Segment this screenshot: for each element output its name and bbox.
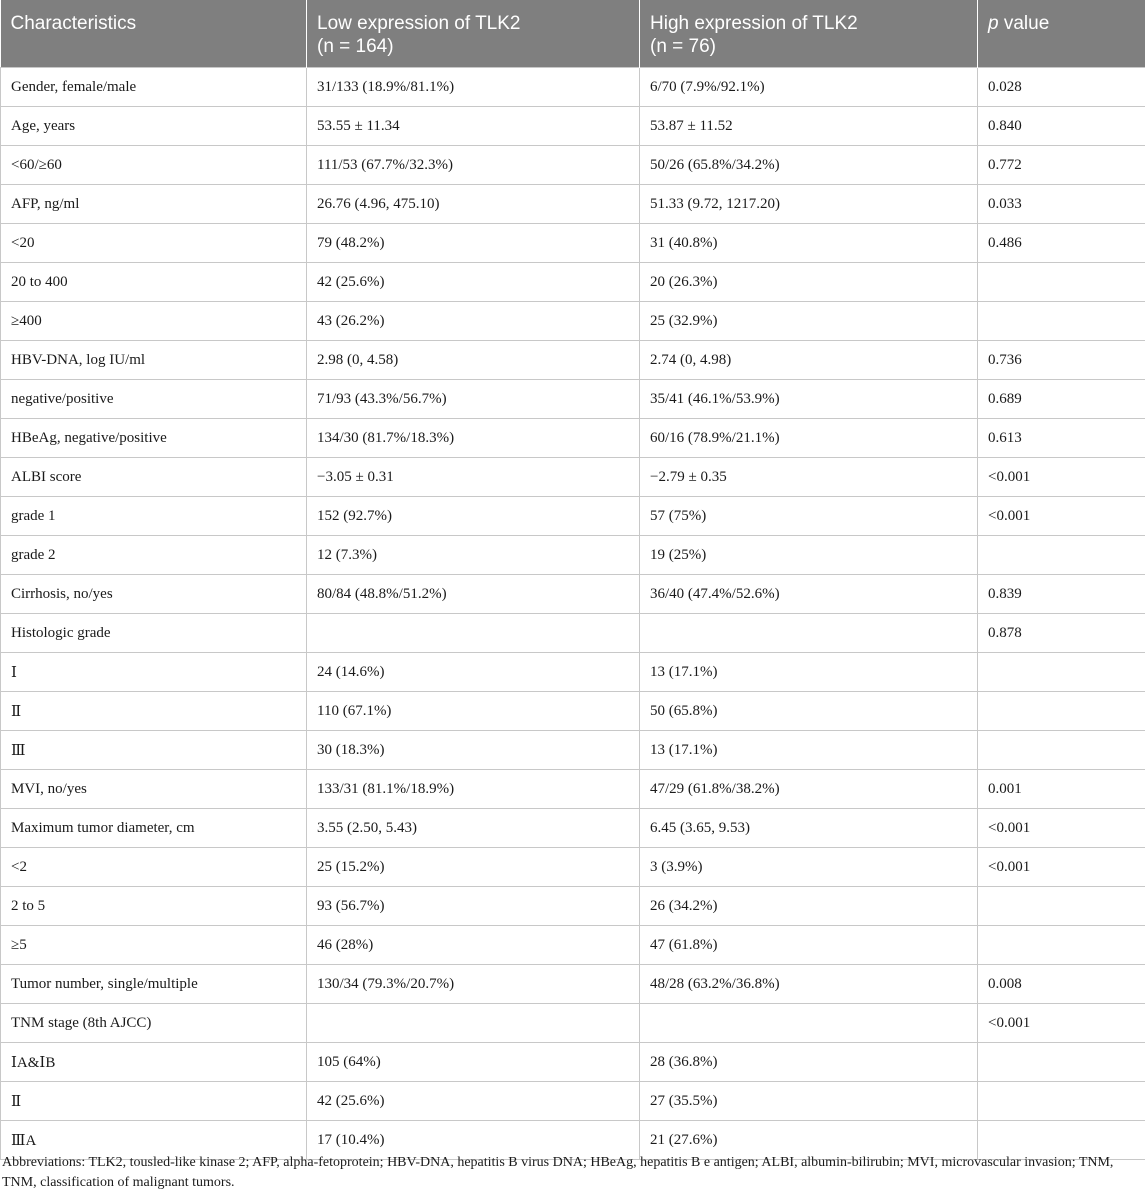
- characteristic-cell: TNM stage (8th AJCC): [1, 1004, 307, 1043]
- low-expression-cell: 25 (15.2%): [307, 848, 640, 887]
- low-expression-cell: 30 (18.3%): [307, 731, 640, 770]
- high-expression-cell: 31 (40.8%): [640, 224, 978, 263]
- table-row: [1, 458, 1145, 497]
- p-value-cell: 0.001: [978, 770, 1145, 809]
- characteristic-cell: <2: [1, 848, 307, 887]
- table-row: [1, 770, 1145, 809]
- characteristic-cell: grade 1: [1, 497, 307, 536]
- low-expression-cell: [307, 614, 640, 653]
- characteristic-cell: ALBI score: [1, 458, 307, 497]
- high-expression-cell: 21 (27.6%): [640, 1121, 978, 1160]
- characteristic-cell: 20 to 400: [1, 263, 307, 302]
- high-expression-cell: −2.79 ± 0.35: [640, 458, 978, 497]
- characteristic-cell: ≥400: [1, 302, 307, 341]
- low-expression-cell: 3.55 (2.50, 5.43): [307, 809, 640, 848]
- characteristic-cell: AFP, ng/ml: [1, 185, 307, 224]
- high-expression-cell: 60/16 (78.9%/21.1%): [640, 419, 978, 458]
- p-value-cell: 0.736: [978, 341, 1145, 380]
- low-expression-cell: 111/53 (67.7%/32.3%): [307, 146, 640, 185]
- p-value-cell: <0.001: [978, 497, 1145, 536]
- p-value-cell: 0.839: [978, 575, 1145, 614]
- high-expression-cell: 53.87 ± 11.52: [640, 107, 978, 146]
- low-expression-cell: 43 (26.2%): [307, 302, 640, 341]
- high-expression-cell: 6.45 (3.65, 9.53): [640, 809, 978, 848]
- characteristic-cell: Histologic grade: [1, 614, 307, 653]
- header-characteristics: [1, 0, 307, 68]
- characteristic-cell: Maximum tumor diameter, cm: [1, 809, 307, 848]
- low-expression-cell: 133/31 (81.1%/18.9%): [307, 770, 640, 809]
- table-footnote: Abbreviations: TLK2, tousled-like kinase 2; AFP, alpha-fetoprotein; HBV-DNA, hepatitis B virus DNA; HBeAg, hepatitis B e antigen; ALBI, albumin-bilirubin; MVI, microvascular invasion; TNM, TNM, classification of malignant tumors.: [2, 1155, 1114, 1190]
- p-value-cell: 0.689: [978, 380, 1145, 419]
- p-value-cell: <0.001: [978, 1004, 1145, 1043]
- header-p-value: [978, 0, 1145, 68]
- characteristic-cell: negative/positive: [1, 380, 307, 419]
- p-value-cell: <0.001: [978, 458, 1145, 497]
- high-expression-cell: 50/26 (65.8%/34.2%): [640, 146, 978, 185]
- low-expression-cell: 42 (25.6%): [307, 263, 640, 302]
- high-expression-cell: 26 (34.2%): [640, 887, 978, 926]
- low-expression-cell: 31/133 (18.9%/81.1%): [307, 68, 640, 107]
- low-expression-cell: 152 (92.7%): [307, 497, 640, 536]
- table-row: [1, 302, 1145, 341]
- table-row: [1, 965, 1145, 1004]
- header-low-line2: (n = 164): [317, 36, 394, 57]
- header-high-line1: High expression of TLK2: [650, 13, 858, 34]
- table-row: [1, 68, 1145, 107]
- high-expression-cell: 48/28 (63.2%/36.8%): [640, 965, 978, 1004]
- low-expression-cell: 46 (28%): [307, 926, 640, 965]
- low-expression-cell: 71/93 (43.3%/56.7%): [307, 380, 640, 419]
- p-value-cell: <0.001: [978, 809, 1145, 848]
- p-value-cell: 0.486: [978, 224, 1145, 263]
- characteristic-cell: Age, years: [1, 107, 307, 146]
- characteristic-cell: MVI, no/yes: [1, 770, 307, 809]
- characteristic-cell: ≥5: [1, 926, 307, 965]
- table-row: [1, 536, 1145, 575]
- low-expression-cell: [307, 1004, 640, 1043]
- header-high-line2: (n = 76): [650, 36, 717, 57]
- p-value-cell: 0.878: [978, 614, 1145, 653]
- table-row: [1, 419, 1145, 458]
- table-row: [1, 380, 1145, 419]
- header-low-expression: [307, 0, 640, 68]
- p-value-cell: 0.613: [978, 419, 1145, 458]
- characteristic-cell: Ⅲ: [1, 731, 307, 770]
- header-p-rest: value: [998, 13, 1050, 34]
- p-value-cell: [978, 1082, 1145, 1121]
- high-expression-cell: 3 (3.9%): [640, 848, 978, 887]
- header-row: [1, 0, 1145, 68]
- high-expression-cell: 19 (25%): [640, 536, 978, 575]
- characteristic-cell: Ⅱ: [1, 692, 307, 731]
- table-row: [1, 146, 1145, 185]
- characteristic-cell: Cirrhosis, no/yes: [1, 575, 307, 614]
- table-row: [1, 614, 1145, 653]
- p-value-cell: [978, 263, 1145, 302]
- high-expression-cell: 47 (61.8%): [640, 926, 978, 965]
- high-expression-cell: [640, 614, 978, 653]
- p-value-cell: [978, 653, 1145, 692]
- high-expression-cell: 36/40 (47.4%/52.6%): [640, 575, 978, 614]
- low-expression-cell: 17 (10.4%): [307, 1121, 640, 1160]
- low-expression-cell: 93 (56.7%): [307, 887, 640, 926]
- p-value-cell: [978, 536, 1145, 575]
- characteristic-cell: ⅠA&ⅠB: [1, 1043, 307, 1082]
- table-row: [1, 224, 1145, 263]
- p-value-cell: 0.772: [978, 146, 1145, 185]
- low-expression-cell: 134/30 (81.7%/18.3%): [307, 419, 640, 458]
- table-row: [1, 1004, 1145, 1043]
- characteristic-cell: <60/≥60: [1, 146, 307, 185]
- low-expression-cell: 42 (25.6%): [307, 1082, 640, 1121]
- table-row: [1, 341, 1145, 380]
- p-value-cell: <0.001: [978, 848, 1145, 887]
- characteristic-cell: ⅢA: [1, 1121, 307, 1160]
- p-value-cell: [978, 926, 1145, 965]
- high-expression-cell: 27 (35.5%): [640, 1082, 978, 1121]
- low-expression-cell: 79 (48.2%): [307, 224, 640, 263]
- high-expression-cell: 35/41 (46.1%/53.9%): [640, 380, 978, 419]
- low-expression-cell: 80/84 (48.8%/51.2%): [307, 575, 640, 614]
- high-expression-cell: 6/70 (7.9%/92.1%): [640, 68, 978, 107]
- table-row: [1, 263, 1145, 302]
- p-value-cell: 0.840: [978, 107, 1145, 146]
- characteristic-cell: HBeAg, negative/positive: [1, 419, 307, 458]
- high-expression-cell: 20 (26.3%): [640, 263, 978, 302]
- p-value-cell: [978, 731, 1145, 770]
- characteristic-cell: Tumor number, single/multiple: [1, 965, 307, 1004]
- table-row: [1, 185, 1145, 224]
- table-row: [1, 497, 1145, 536]
- low-expression-cell: 110 (67.1%): [307, 692, 640, 731]
- high-expression-cell: 13 (17.1%): [640, 653, 978, 692]
- table-row: [1, 653, 1145, 692]
- high-expression-cell: 2.74 (0, 4.98): [640, 341, 978, 380]
- p-value-cell: 0.028: [978, 68, 1145, 107]
- low-expression-cell: −3.05 ± 0.31: [307, 458, 640, 497]
- table-row: [1, 809, 1145, 848]
- characteristic-cell: 2 to 5: [1, 887, 307, 926]
- header-p-letter: p: [988, 13, 999, 34]
- table-row: [1, 926, 1145, 965]
- table-row: [1, 848, 1145, 887]
- characteristic-cell: grade 2: [1, 536, 307, 575]
- table-body: [1, 68, 1145, 1160]
- p-value-cell: 0.008: [978, 965, 1145, 1004]
- characteristic-cell: Ⅱ: [1, 1082, 307, 1121]
- low-expression-cell: 24 (14.6%): [307, 653, 640, 692]
- high-expression-cell: 50 (65.8%): [640, 692, 978, 731]
- high-expression-cell: 47/29 (61.8%/38.2%): [640, 770, 978, 809]
- table-header: [1, 0, 1145, 68]
- characteristic-cell: HBV-DNA, log IU/ml: [1, 341, 307, 380]
- high-expression-cell: [640, 1004, 978, 1043]
- p-value-cell: [978, 692, 1145, 731]
- p-value-cell: [978, 1043, 1145, 1082]
- low-expression-cell: 2.98 (0, 4.58): [307, 341, 640, 380]
- table-row: [1, 1082, 1145, 1121]
- table-row: [1, 1043, 1145, 1082]
- low-expression-cell: 105 (64%): [307, 1043, 640, 1082]
- low-expression-cell: 130/34 (79.3%/20.7%): [307, 965, 640, 1004]
- p-value-cell: [978, 302, 1145, 341]
- p-value-cell: 0.033: [978, 185, 1145, 224]
- high-expression-cell: 51.33 (9.72, 1217.20): [640, 185, 978, 224]
- header-high-expression: [640, 0, 978, 68]
- low-expression-cell: 12 (7.3%): [307, 536, 640, 575]
- characteristic-cell: Ⅰ: [1, 653, 307, 692]
- high-expression-cell: 13 (17.1%): [640, 731, 978, 770]
- header-low-line1: Low expression of TLK2: [317, 13, 521, 34]
- characteristic-cell: <20: [1, 224, 307, 263]
- p-value-cell: [978, 887, 1145, 926]
- high-expression-cell: 25 (32.9%): [640, 302, 978, 341]
- low-expression-cell: 26.76 (4.96, 475.10): [307, 185, 640, 224]
- characteristic-cell: Gender, female/male: [1, 68, 307, 107]
- table-row: [1, 887, 1145, 926]
- high-expression-cell: 28 (36.8%): [640, 1043, 978, 1082]
- high-expression-cell: 57 (75%): [640, 497, 978, 536]
- table-row: [1, 731, 1145, 770]
- table-row: [1, 575, 1145, 614]
- low-expression-cell: 53.55 ± 11.34: [307, 107, 640, 146]
- table-row: [1, 107, 1145, 146]
- header-characteristics-label: Characteristics: [10, 13, 137, 34]
- table-row: [1, 692, 1145, 731]
